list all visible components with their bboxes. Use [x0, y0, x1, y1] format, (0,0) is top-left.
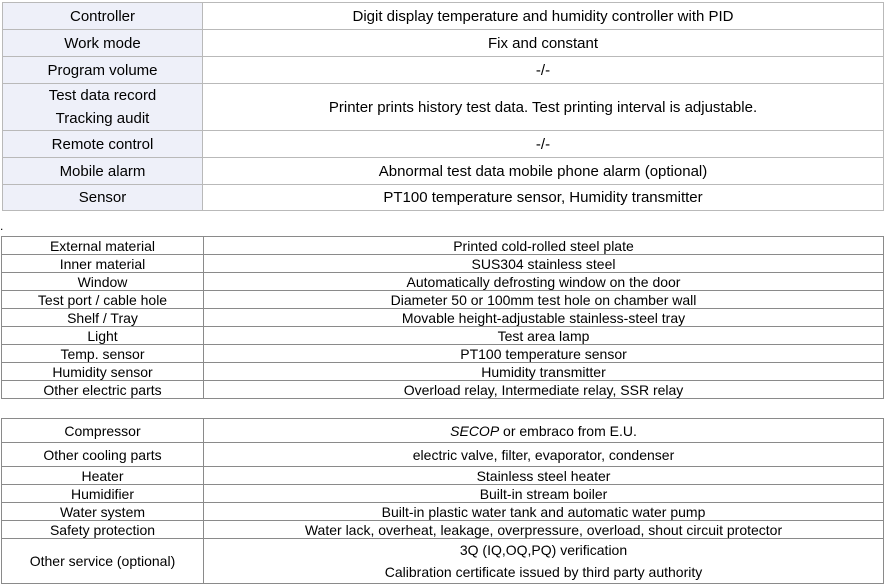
spec-value: Test area lamp — [204, 327, 884, 345]
spec-value: Printer prints history test data. Test printing interval is adjustable. — [203, 84, 884, 131]
spec-label: Window — [2, 273, 204, 291]
separator-mark: . — [0, 219, 4, 233]
spec-label: Temp. sensor — [2, 345, 204, 363]
spec-value: Water lack, overheat, leakage, overpressure, overload, shout circuit protector — [204, 521, 884, 539]
spec-value — [204, 539, 884, 584]
spec-value: Built-in plastic water tank and automatic water pump — [204, 503, 884, 521]
spec-value: Diameter 50 or 100mm test hole on chamber wall — [204, 291, 884, 309]
table-row — [2, 539, 884, 584]
table-row — [2, 327, 884, 345]
spec-label — [3, 84, 203, 131]
spec-value — [204, 419, 884, 443]
spec-label: Inner material — [2, 255, 204, 273]
spec-label: Water system — [2, 503, 204, 521]
spec-value: Stainless steel heater — [204, 467, 884, 485]
spec-label: Other service (optional) — [2, 539, 204, 584]
spec-value: Fix and constant — [203, 30, 884, 57]
spec-label: Sensor — [3, 185, 203, 211]
spec-value: Overload relay, Intermediate relay, SSR relay — [204, 381, 884, 399]
table-row — [2, 381, 884, 399]
table-row — [2, 345, 884, 363]
spec-value: Printed cold-rolled steel plate — [204, 237, 884, 255]
spec-label: Shelf / Tray — [2, 309, 204, 327]
spec-value: Abnormal test data mobile phone alarm (optional) — [203, 158, 884, 185]
spec-label: Safety protection — [2, 521, 204, 539]
table-row — [2, 255, 884, 273]
spec-label: Heater — [2, 467, 204, 485]
spec-value: PT100 temperature sensor, Humidity transmitter — [203, 185, 884, 211]
spec-value-rest: or embraco from E.U. — [499, 422, 637, 439]
spec-value: PT100 temperature sensor — [204, 345, 884, 363]
table-row — [2, 237, 884, 255]
controller-spec-table — [2, 2, 884, 211]
spec-value-line: 3Q (IQ,OQ,PQ) verification — [459, 542, 628, 558]
spec-value: SUS304 stainless steel — [204, 255, 884, 273]
spec-label-line: Tracking audit — [55, 110, 150, 127]
spec-value: Automatically defrosting window on the door — [204, 273, 884, 291]
table-row — [3, 30, 884, 57]
spec-label: Compressor — [2, 419, 204, 443]
spec-value: Movable height-adjustable stainless-steel tray — [204, 309, 884, 327]
table-row — [2, 521, 884, 539]
spec-value: Built-in stream boiler — [204, 485, 884, 503]
spec-value: Humidity transmitter — [204, 363, 884, 381]
spec-label: Light — [2, 327, 204, 345]
table-row — [3, 185, 884, 211]
spec-label: Work mode — [3, 30, 203, 57]
spec-label: Humidifier — [2, 485, 204, 503]
spec-value: -/- — [203, 57, 884, 84]
table-row — [2, 503, 884, 521]
table-row — [3, 3, 884, 30]
material-spec-table — [1, 236, 884, 399]
table-row — [2, 467, 884, 485]
table-row — [2, 419, 884, 443]
table-row — [2, 291, 884, 309]
table-row — [2, 363, 884, 381]
table-row — [2, 273, 884, 291]
spec-value: -/- — [203, 131, 884, 158]
spec-value: electric valve, filter, evaporator, condenser — [204, 443, 884, 467]
table-row — [2, 485, 884, 503]
system-spec-table — [1, 418, 884, 584]
table-row — [3, 158, 884, 185]
spec-label: Mobile alarm — [3, 158, 203, 185]
brand-name: SECOP — [450, 422, 500, 439]
spec-label: External material — [2, 237, 204, 255]
table-row — [2, 443, 884, 467]
spec-label: Other electric parts — [2, 381, 204, 399]
spec-label: Humidity sensor — [2, 363, 204, 381]
spec-label: Test port / cable hole — [2, 291, 204, 309]
table-row — [3, 131, 884, 158]
spec-label: Remote control — [3, 131, 203, 158]
spec-value-line: Calibration certificate issued by third party authority — [384, 564, 703, 580]
spec-label: Controller — [3, 3, 203, 30]
table-row — [2, 309, 884, 327]
spec-label: Program volume — [3, 57, 203, 84]
table-row — [3, 57, 884, 84]
table-row — [3, 84, 884, 131]
spec-label-line: Test data record — [48, 87, 157, 104]
spec-label: Other cooling parts — [2, 443, 204, 467]
spec-value: Digit display temperature and humidity controller with PID — [203, 3, 884, 30]
